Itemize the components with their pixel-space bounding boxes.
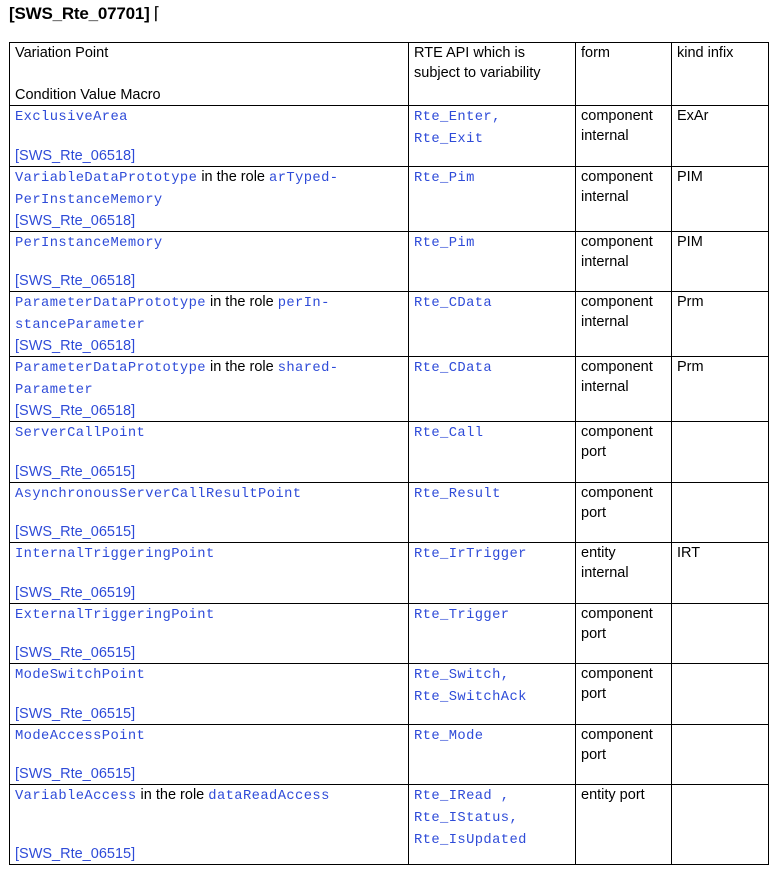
role-name-continued[interactable]: Parameter [15,383,94,398]
kind-infix-text: PIM [677,168,703,185]
variation-point-link[interactable]: ExclusiveArea [15,110,128,125]
form-cell [576,231,672,292]
kind-infix-cell [672,482,769,543]
variation-point-link[interactable]: ServerCallPoint [15,426,146,441]
form-text: port [581,504,606,521]
role-name-continued[interactable]: PerInstanceMemory [15,192,163,208]
table-row [10,422,769,483]
requirement-reference-link[interactable]: [SWS_Rte_06515] [15,524,136,540]
open-bracket: ⌈ [153,4,161,23]
header-variation-point-label: Variation Point [15,45,109,61]
kind-infix-text: PIM [677,233,703,250]
variation-point-link[interactable]: ModeAccessPoint [15,728,146,744]
variation-point-cell [10,543,409,604]
rte-api-link[interactable]: Rte_Mode [414,728,484,744]
requirement-reference-link[interactable]: [SWS_Rte_06519] [15,584,136,601]
rte-api-link[interactable]: Rte_IRead , [414,789,510,804]
variation-point-cell [10,231,409,292]
rte-api-cell [409,664,576,725]
form-text: component [581,484,653,501]
requirement-reference-link[interactable]: [SWS_Rte_06518] [15,338,136,354]
form-cell [576,292,672,357]
requirement-reference-link[interactable]: [SWS_Rte_06515] [15,846,136,862]
form-text: internal [581,128,629,144]
rte-api-link[interactable]: Rte_Pim [414,170,475,186]
header-kind-infix-label: kind infix [677,45,734,61]
rte-api-link[interactable]: Rte_Call [414,426,484,441]
variation-point-cell [10,357,409,422]
variation-point-link[interactable]: AsynchronousServerCallResultPoint [15,486,302,502]
form-text: internal [581,379,629,395]
requirement-heading [9,4,160,24]
table-row [10,543,769,604]
table-row [10,292,769,357]
rte-api-cell [409,292,576,357]
rte-api-link[interactable]: Rte_SwitchAck [414,690,527,705]
form-cell [576,603,672,664]
role-name-link[interactable]: perIn- [277,296,330,311]
requirement-reference-link[interactable]: [SWS_Rte_06518] [15,273,136,289]
table-row [10,231,769,292]
rte-api-cell [409,231,576,292]
variation-point-cell [10,785,409,865]
variation-point-link[interactable]: InternalTriggeringPoint [15,547,215,562]
form-text: port [581,444,606,460]
table-row [10,166,769,231]
form-cell [576,724,672,785]
header-condition-macro-label: Condition Value Macro [15,87,161,103]
form-text: internal [581,253,629,270]
requirement-reference-link[interactable]: [SWS_Rte_06515] [15,705,136,722]
header-form-label: form [581,45,610,61]
variation-point-link[interactable]: ParameterDataPrototype [15,361,206,376]
kind-infix-cell [672,292,769,357]
form-cell [576,785,672,865]
form-text: internal [581,188,629,205]
header-variation-point [10,43,409,106]
form-text: component [581,294,653,310]
rte-api-link[interactable]: Rte_IsUpdated [414,833,527,848]
form-text: entity [581,545,616,561]
variation-point-cell [10,292,409,357]
form-cell [576,664,672,725]
role-name-link[interactable]: shared- [277,361,339,376]
variation-point-cell [10,166,409,231]
table-row [10,785,769,865]
form-cell [576,357,672,422]
form-text: internal [581,314,629,330]
form-cell [576,422,672,483]
variation-point-link[interactable]: ModeSwitchPoint [15,668,146,683]
rte-api-link[interactable]: Rte_Switch, [414,668,510,683]
kind-infix-text: Prm [677,294,704,310]
header-form [576,43,672,106]
role-name-link[interactable]: dataReadAccess [208,789,330,804]
variation-point-cell [10,422,409,483]
rte-api-cell [409,422,576,483]
variability-table [9,42,769,865]
kind-infix-cell [672,603,769,664]
variation-point-cell [10,603,409,664]
kind-infix-text: ExAr [677,108,709,124]
kind-infix-cell [672,664,769,725]
role-text: in the role [201,168,265,185]
form-text: internal [581,565,629,581]
kind-infix-cell [672,106,769,167]
requirement-reference-link[interactable]: [SWS_Rte_06518] [15,403,136,419]
form-cell [576,166,672,231]
header-kind-infix [672,43,769,106]
kind-infix-text: Prm [677,359,704,375]
form-text: port [581,686,606,702]
table-row [10,724,769,785]
form-cell [576,482,672,543]
requirement-reference-link[interactable]: [SWS_Rte_06515] [15,766,136,782]
rte-api-cell [409,106,576,167]
rte-api-cell [409,166,576,231]
table-row [10,106,769,167]
form-text: port [581,746,606,763]
rte-api-cell [409,482,576,543]
requirement-reference-link[interactable]: [SWS_Rte_06515] [15,463,136,480]
requirement-id: [SWS_Rte_07701] [9,4,150,23]
variation-point-cell [10,664,409,725]
form-text: component [581,666,653,682]
form-text: component [581,168,653,185]
rte-api-link[interactable]: Rte_Pim [414,235,475,251]
kind-infix-cell [672,785,769,865]
rte-api-cell [409,357,576,422]
form-text: component [581,605,653,622]
variation-point-link[interactable]: VariableAccess [15,789,137,804]
rte-api-link[interactable]: Rte_CData [414,296,493,311]
table-row [10,603,769,664]
variation-point-link[interactable]: ParameterDataPrototype [15,296,206,311]
form-cell [576,106,672,167]
form-cell [576,543,672,604]
variation-point-link[interactable]: VariableDataPrototype [15,170,198,186]
role-name-link[interactable]: arTyped- [269,170,339,186]
rte-api-link[interactable]: Rte_Result [414,486,501,502]
kind-infix-text: IRT [677,545,701,561]
variation-point-cell [10,724,409,785]
form-text: port [581,625,606,642]
rte-api-link[interactable]: Rte_IrTrigger [414,547,527,562]
role-name-continued[interactable]: stanceParameter [15,318,146,333]
table-row [10,357,769,422]
role-text: in the role [209,359,274,375]
kind-infix-cell [672,166,769,231]
table-row [10,482,769,543]
requirement-reference-link[interactable]: [SWS_Rte_06515] [15,645,136,661]
role-text: in the role [209,294,274,310]
role-text: in the role [140,787,205,803]
kind-infix-cell [672,422,769,483]
rte-api-cell [409,785,576,865]
variation-point-link[interactable]: ExternalTriggeringPoint [15,607,215,623]
table-row [10,664,769,725]
form-text: component [581,359,653,375]
kind-infix-cell [672,231,769,292]
kind-infix-cell [672,357,769,422]
kind-infix-cell [672,543,769,604]
rte-api-cell [409,543,576,604]
form-text: component [581,108,653,124]
header-rte-api [409,43,576,106]
kind-infix-cell [672,724,769,785]
form-text: component [581,233,653,250]
variation-point-link[interactable]: PerInstanceMemory [15,235,163,251]
rte-api-cell [409,603,576,664]
form-text: component [581,726,653,743]
table-header-row [10,43,769,106]
rte-api-link[interactable]: Rte_CData [414,361,493,376]
variation-point-cell [10,482,409,543]
requirement-reference-link[interactable]: [SWS_Rte_06518] [15,147,136,164]
rte-api-link[interactable]: Rte_Enter, [414,110,501,125]
header-rte-api-label: RTE API which is subject to variability [414,45,541,81]
rte-api-link[interactable]: Rte_Trigger [414,607,510,623]
form-text: component [581,424,653,440]
rte-api-link[interactable]: Rte_Exit [414,132,484,147]
variation-point-cell [10,106,409,167]
rte-api-cell [409,724,576,785]
requirement-reference-link[interactable]: [SWS_Rte_06518] [15,212,136,229]
rte-api-link[interactable]: Rte_IStatus, [414,811,519,826]
form-text: entity port [581,787,645,803]
